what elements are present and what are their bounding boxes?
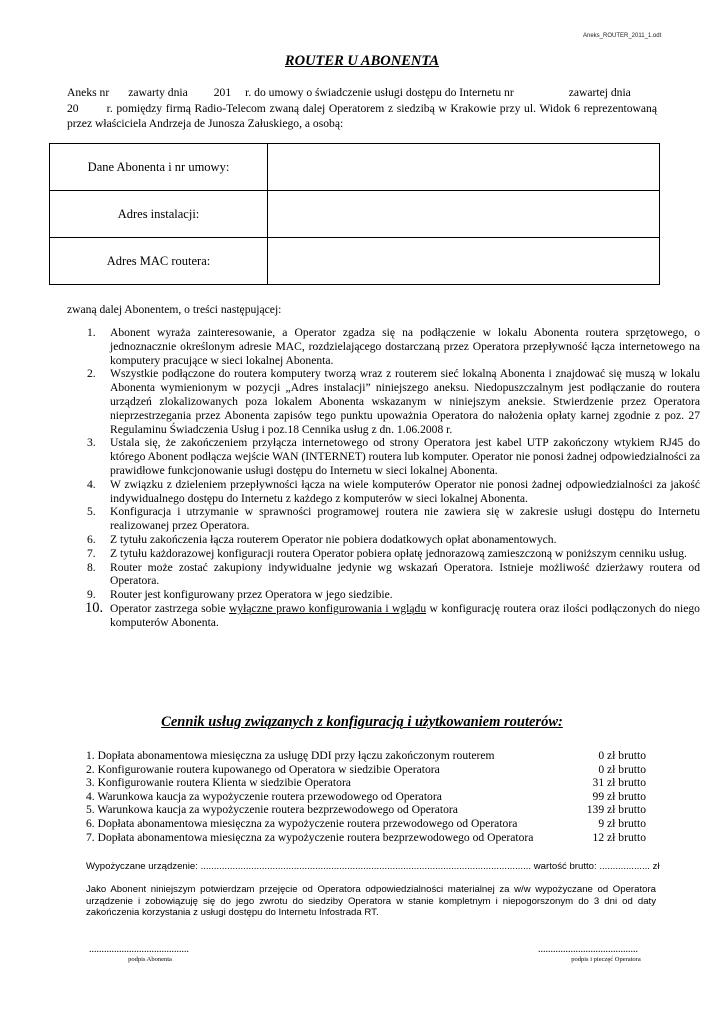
after-table-text: zwaną dalej Abonentem, o treści następującej: [67,303,282,316]
price-item-label: 3. Konfigurowanie routera Klienta w siedzibie Operatora [86,776,351,790]
operator-signature-label: podpis i pieczęć Operatora [571,956,641,963]
price-row [86,803,646,817]
subscriber-data-table [49,143,660,285]
term-number: 2. [87,367,96,381]
subscriber-signature-label: podpis Abonenta [128,956,172,963]
term-number: 5. [87,505,96,519]
installation-address-label: Adres instalacji: [50,191,268,238]
list-item [87,560,700,589]
price-row [86,790,646,804]
intro-year-2: 20 [67,101,79,115]
table-row [50,191,660,238]
price-item-label: 1. Dopłata abonamentowa miesięczna za usługę DDI przy łączu zakończonym routerem [86,749,495,762]
intro-parties: r. pomiędzy firmą Radio-Telecom zwaną dalej Operatorem z siedzibą w Krakowie przy ul. Widok 6 reprezentowaną przez właściciela Andrzeja de Junosza Załuskiego, a osobą: [67,101,657,130]
price-list [86,749,646,844]
price-item-value: 9 zł brutto [598,816,646,830]
operator-signature-line[interactable]: ........................................ [538,944,638,955]
price-item-value: 0 zł brutto [598,762,646,776]
term-text: W związku z dzieleniem przepływności łącza na wiele komputerów Operator nie ponosi żadnej odpowiedzialności za jakość indywidualnego dostępu do Internetu z każdego z komputerów w sieci lokalnej Abonenta. [110,477,700,505]
price-list-title: Cennik usług związanych z konfiguracją i użytkowaniem routerów: [161,714,563,730]
intro-year: 201 [213,86,232,99]
intro-contract-ref: r. do umowy o świadczenie usługi dostępu do Internetu nr [245,86,514,99]
list-item [87,326,700,367]
term-number: 8. [87,560,96,574]
term-text: Router może zostać zakupiony indywidualne jedynie wg wskazań Operatora. Istnieje możliwość dzierżawy routera od Operatora. [110,560,700,588]
rented-device-line[interactable]: Wypożyczane urządzenie: ............................................................................................................................ wartość brutto: ................... zł [86,861,660,872]
subscriber-field[interactable] [268,144,660,191]
term-number: 7. [87,546,96,560]
price-item-value: 139 zł brutto [586,803,646,817]
list-item [85,599,700,630]
term-text: Konfiguracja i utrzymanie w sprawności programowej routera nie zawiera się w zakresie usługi dostępu do Internetu realizowanej przez Operatora. [110,505,700,533]
list-item [87,477,700,506]
list-item [87,532,700,547]
price-item-label: 4. Warunkowa kaucja za wypożyczenie routera przewodowego od Operatora [86,789,442,803]
price-row [86,776,646,790]
term-text-after: w konfigurację routera oraz ilości podłączonych do niego komputerów Abonenta. [110,601,700,629]
document-title: ROUTER U ABONENTA [284,53,440,69]
subscriber-signature-line[interactable]: ........................................ [89,944,189,955]
intro-contract-date: zawartej dnia [568,86,631,99]
price-row [86,749,646,763]
price-item-value: 0 zł brutto [598,749,646,762]
intro-annex-no: Aneks nr [67,86,110,99]
price-item-value: 12 zł brutto [592,830,646,844]
intro-concluded-on: zawarty dnia [128,86,188,99]
installation-address-field[interactable] [268,191,660,238]
mac-address-label: Adres MAC routera: [50,238,268,285]
file-reference: Aneks_ROUTER_2011_1.odt [583,33,662,39]
term-number: 10. [85,599,104,616]
term-text: Ustala się, że zakończeniem przyłącza internetowego od strony Operatora jest kabel UTP zakończony wtykiem RJ45 do którego Abonent podłącza wejście WAN (INTERNET) routera lub komputer. Operator nie ponosi żadnej odpowiedzialności za prawidłowe funkcjonowanie usługi dostępu do Internetu w sieci lokalnej Abonenta. [110,436,700,477]
term-number: 4. [87,477,96,491]
term-number: 6. [87,532,96,546]
subscriber-label: Dane Abonenta i nr umowy: [50,144,268,191]
term-number: 3. [87,436,96,450]
table-row [50,144,660,191]
term-text: Z tytułu każdorazowej konfiguracji routera Operator pobiera opłatę jednorazową zamieszczoną w poniższym cenniku usług. [110,546,687,560]
term-number: 9. [87,588,96,602]
mac-address-field[interactable] [268,238,660,285]
price-item-label: 6. Dopłata abonamentowa miesięczna za wypożyczenie routera przewodowego od Operatora [86,816,518,830]
price-item-label: 7. Dopłata abonamentowa miesięczna za wypożyczenie routera bezprzewodowego od Operatora [86,830,534,844]
list-item [87,588,700,602]
list-item [87,505,700,533]
price-item-value: 31 zł brutto [592,776,646,790]
term-text: Router jest konfigurowany przez Operatora w jego siedzibie. [110,588,393,602]
price-row [86,817,646,831]
liability-confirmation: Jako Abonent niniejszym potwierdzam przejęcie od Operatora odpowiedzialności materialnej za w/w wypożyczane od Operatora urządzenie i zobowiązuję się do jego zwrotu do siedziby Operatora w stanie kompletnym i niepogorszonym do 3 dni od daty zakończenia korzystania z usługi dostępu do Internetu Infostrada RT. [86,884,656,919]
term-text: Wszystkie podłączone do routera komputery tworzą wraz z routerem sieć lokalną Abonenta i znajdować się muszą w lokalu Abonenta wymienionym w pozycji „Adres instalacji” niniejszego aneksu. Niedopuszczalnym jest podłączanie do routera urządzeń zlokalizowanych poza lokalem Abonenta wskazanym w niniejszym aneksie. Stwierdzenie przez Operatora nieprzestrzegania przez Abonenta zapisów tego punktu upoważnia Operatora do nałożenia opłaty karnej zgodnie z poz. 27 Regulaminu Świadczenia Usług i poz.18 Cennika usług z dn. 1.06.2008 r. [110,367,700,436]
list-item [87,367,700,436]
list-item [87,436,700,477]
price-item-value: 99 zł brutto [592,789,646,803]
price-row [86,831,646,845]
term-text: Z tytułu zakończenia łącza routerem Operator nie pobiera dodatkowych opłat abonamentowych. [110,532,557,546]
table-row [50,238,660,285]
price-item-label: 2. Konfigurowanie routera kupowanego od Operatora w siedzibie Operatora [86,762,440,776]
terms-list [67,326,700,630]
term-text-before: Operator zastrzega sobie [110,601,230,615]
price-row [86,763,646,777]
term-number: 1. [87,326,96,339]
term-text: Abonent wyraża zainteresowanie, a Operator zgadza się na podłączenie w lokalu Abonenta routera sprzętowego, o jednoznacznie określonym adresie MAC, rozdzielającego dostarczaną przez Operatora przepływność łącza internetowego na komputery pracujące w sieci lokalnej Abonenta. [110,326,700,367]
intro-paragraph [67,85,657,132]
price-item-label: 5. Warunkowa kaucja za wypożyczenie routera bezprzewodowego od Operatora [86,803,458,817]
term-text-underlined: wyłączne prawo konfigurowania i wglądu [229,601,427,615]
list-item [87,546,700,561]
